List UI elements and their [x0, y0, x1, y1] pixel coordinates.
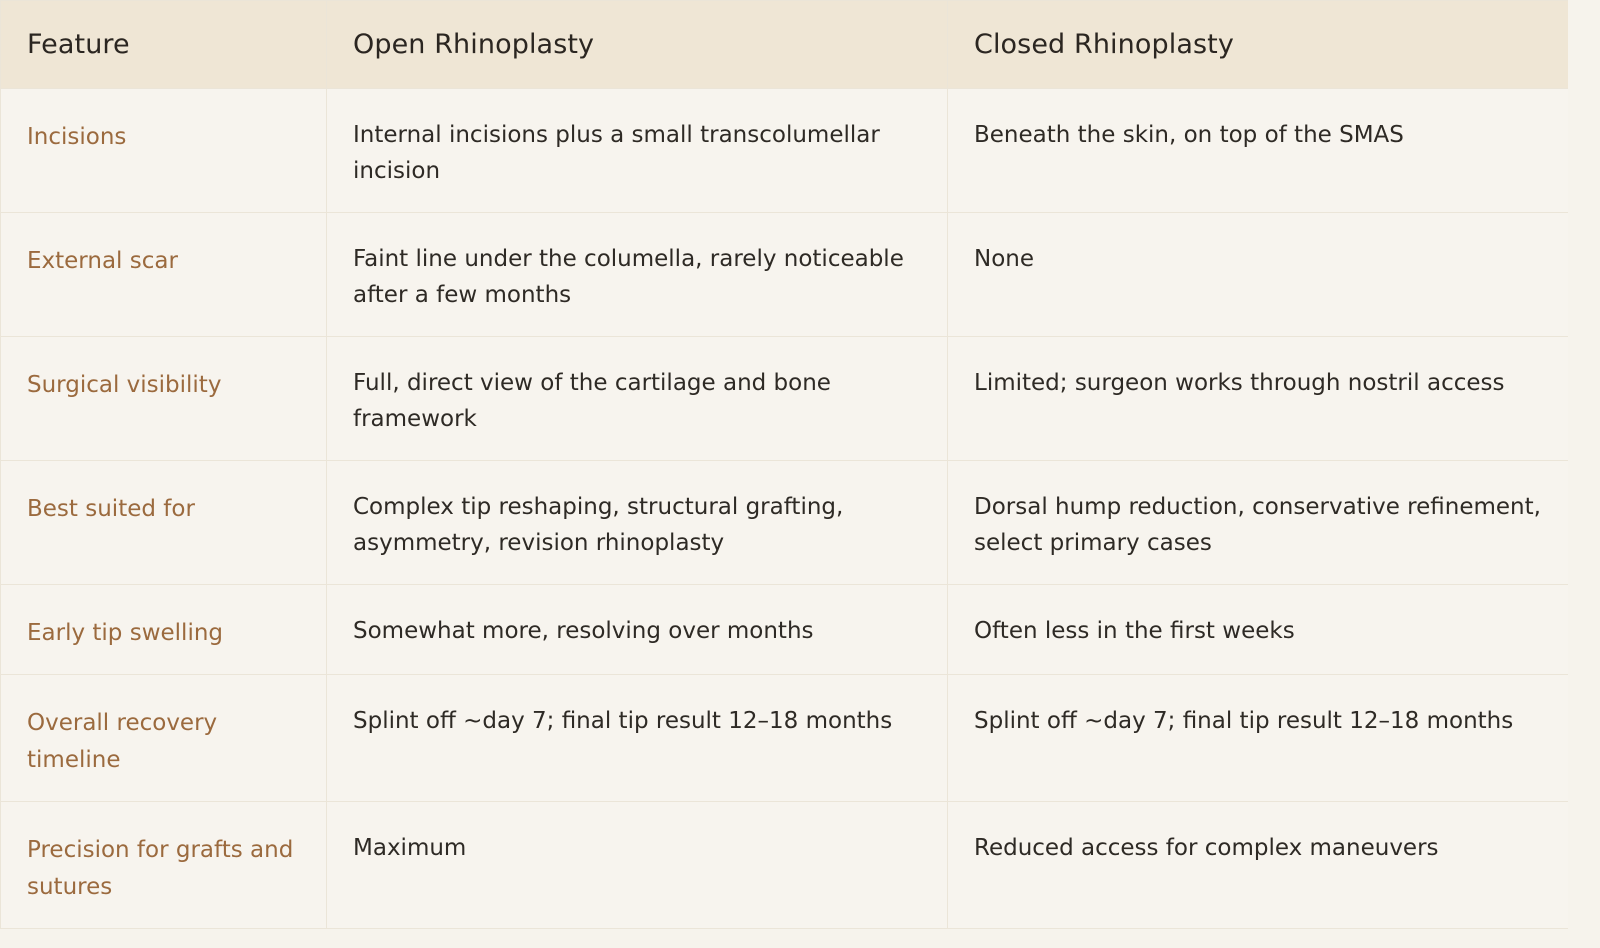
header-row: [1, 1, 1569, 89]
open-cell: Full, direct view of the cartilage and bone framework: [327, 337, 948, 461]
feature-cell: Precision for grafts and sutures: [1, 802, 327, 929]
table-row-incisions: [1, 89, 1569, 213]
table-row-overall-recovery-timeline: [1, 675, 1569, 802]
header-open-rhinoplasty: Open Rhinoplasty: [327, 1, 948, 89]
open-cell: Faint line under the columella, rarely noticeable after a few months: [327, 213, 948, 337]
table-row-surgical-visibility: [1, 337, 1569, 461]
open-cell: Complex tip reshaping, structural grafting, asymmetry, revision rhinoplasty: [327, 461, 948, 585]
table-row-external-scar: [1, 213, 1569, 337]
header-closed-rhinoplasty: Closed Rhinoplasty: [948, 1, 1569, 89]
closed-cell: Reduced access for complex maneuvers: [948, 802, 1569, 929]
feature-cell: Overall recovery timeline: [1, 675, 327, 802]
header-feature: Feature: [1, 1, 327, 89]
open-cell: Somewhat more, resolving over months: [327, 585, 948, 675]
table-body: [1, 89, 1569, 929]
open-cell: Maximum: [327, 802, 948, 929]
table-header: [1, 1, 1569, 89]
open-cell: Splint off ~day 7; final tip result 12–18 months: [327, 675, 948, 802]
open-cell: Internal incisions plus a small transcolumellar incision: [327, 89, 948, 213]
table-row-early-tip-swelling: [1, 585, 1569, 675]
closed-cell: None: [948, 213, 1569, 337]
feature-cell: Early tip swelling: [1, 585, 327, 675]
closed-cell: Beneath the skin, on top of the SMAS: [948, 89, 1569, 213]
feature-cell: Incisions: [1, 89, 327, 213]
feature-cell: Best suited for: [1, 461, 327, 585]
closed-cell: Dorsal hump reduction, conservative refinement, select primary cases: [948, 461, 1569, 585]
table-row-precision-for-grafts: [1, 802, 1569, 929]
closed-cell: Splint off ~day 7; final tip result 12–18 months: [948, 675, 1569, 802]
feature-cell: Surgical visibility: [1, 337, 327, 461]
table-row-best-suited-for: [1, 461, 1569, 585]
closed-cell: Limited; surgeon works through nostril access: [948, 337, 1569, 461]
feature-cell: External scar: [1, 213, 327, 337]
closed-cell: Often less in the first weeks: [948, 585, 1569, 675]
